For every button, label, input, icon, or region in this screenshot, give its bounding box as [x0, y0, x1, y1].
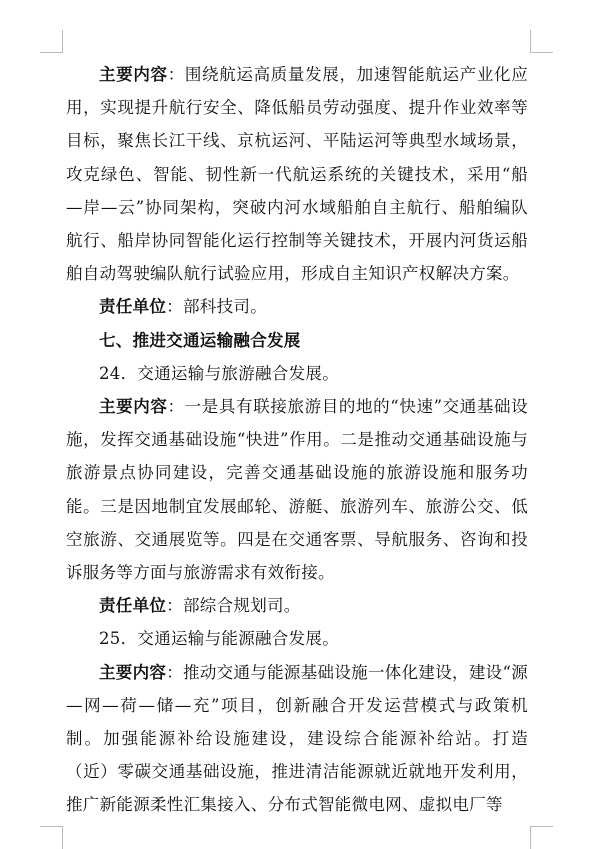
main-content-text: ：推动交通与能源基础设施一体化建设，建设“源—网—荷—储—充”项目，创新融合开发运营模式与政策机制。加强能源补给设施建设，建设综合能源补给站。打造（近）零碳交通基础设施，推进清洁能源就近就地开发利用，推广新能源柔性汇集接入、分布式智能微电网、虚拟电厂等 [66, 662, 528, 815]
main-content-label: 主要内容 [99, 662, 167, 682]
document-body [66, 58, 528, 822]
item-title-25: 25．交通运输与能源融合发展。 [99, 629, 339, 649]
crop-mark-top-right [530, 30, 553, 53]
responsible-unit-text: ：部综合规划司。 [166, 596, 301, 616]
responsible-unit-paragraph-1 [66, 290, 528, 323]
crop-mark-top-left [40, 30, 63, 53]
responsible-unit-label: 责任单位 [99, 596, 167, 616]
main-content-paragraph-3 [66, 656, 528, 822]
responsible-unit-paragraph-2 [66, 589, 528, 622]
crop-mark-bottom-right [530, 826, 553, 849]
main-content-label: 主要内容 [99, 397, 168, 417]
crop-mark-bottom-left [40, 826, 63, 849]
responsible-unit-text: ：部科技司。 [166, 297, 268, 317]
item-title-24: 24．交通运输与旅游融合发展。 [99, 363, 339, 383]
section-heading-7: 七、推进交通运输融合发展 [99, 330, 301, 350]
main-content-text: ：围绕航运高质量发展，加速智能航运产业化应用，实现提升航行安全、降低船员劳动强度、提升作业效率等目标，聚焦长江干线、京杭运河、平陆运河等典型水域场景，攻克绿色、智能、韧性新一代航运系统的关键技术，采用“船—岸—云”协同架构，突破内河水域船舶自主航行、船舶编队航行、船岸协同智能化运行控制等关键技术，开展内河货运船舶自动驾驶编队航行试验应用，形成自主知识产权解决方案。 [66, 65, 528, 284]
main-content-label: 主要内容 [99, 65, 168, 84]
main-content-paragraph-1 [66, 58, 528, 290]
main-content-paragraph-2 [66, 390, 528, 589]
responsible-unit-label: 责任单位 [99, 297, 167, 317]
main-content-text: ：一是具有联接旅游目的地的“快速”交通基础设施，发挥交通基础设施“快进”作用。二是推动交通基础设施与旅游景点协同建设，完善交通基础设施的旅游设施和服务功能。三是因地制宜发展邮轮、游艇、旅游列车、旅游公交、低空旅游、交通展览等。四是在交通客票、导航服务、咨询和投诉服务等方面与旅游需求有效衔接。 [66, 397, 528, 583]
